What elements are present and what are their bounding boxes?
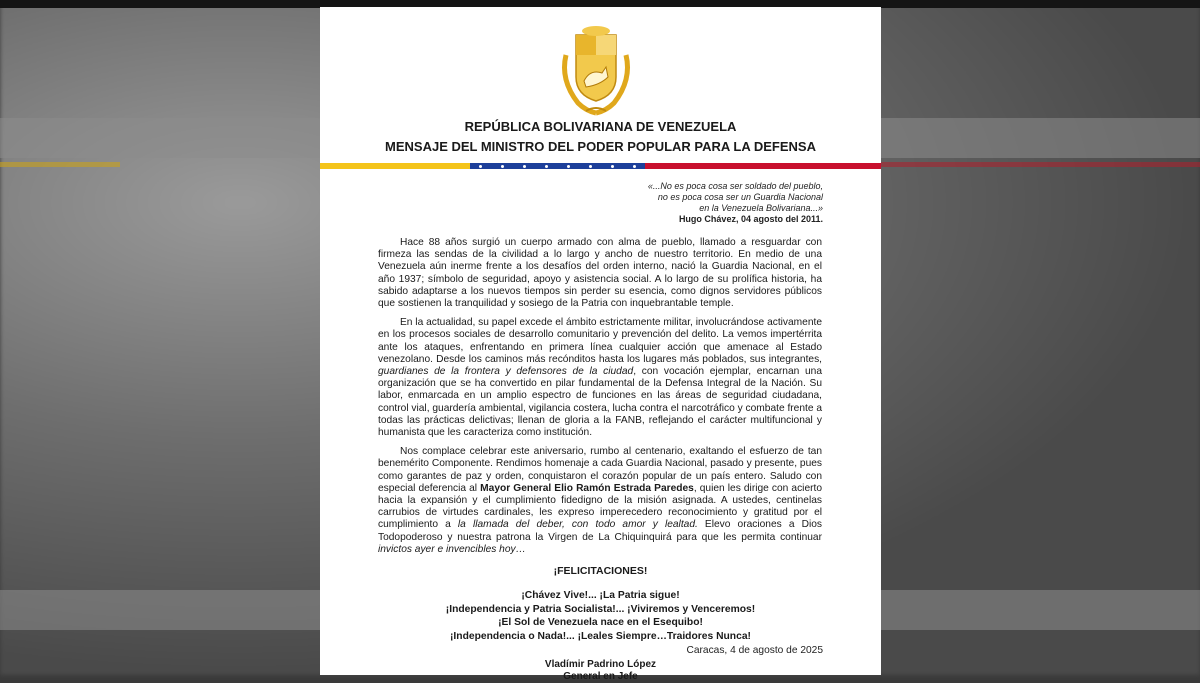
paragraph-bold-name: Mayor General Elio Ramón Estrada Paredes	[480, 482, 694, 494]
star-icon	[479, 165, 482, 168]
star-icon	[545, 165, 548, 168]
felicitaciones-heading: ¡FELICITACIONES!	[553, 565, 648, 577]
paragraph-2	[378, 317, 822, 439]
paragraph-text: Nos complace celebrar este aniversario, rumbo al centenario, exaltando el esfuerzo de tan benemérito Componente. Rendimos homenaje a cada Guardia Nacional, pasado y presente, pues como garantes de paz y orden, conquistaron el corazón popular de un país entero. Saludo con especial deferencia al	[378, 446, 822, 494]
signature-title: General en Jefe	[563, 671, 638, 682]
star-icon	[633, 165, 636, 168]
epigraph-line: no es poca cosa ser un Guardia Nacional	[657, 192, 823, 202]
message-body	[378, 237, 822, 563]
signature-name: Vladímir Padrino López	[544, 659, 657, 670]
signature-block	[320, 659, 881, 683]
epigraph-line: «...No es poca cosa ser soldado del pueblo,	[647, 181, 823, 191]
star-icon	[567, 165, 570, 168]
slogans	[320, 589, 881, 643]
slogan-line: ¡El Sol de Venezuela nace en el Esequibo!	[498, 617, 703, 628]
venezuela-coat-of-arms-icon	[556, 25, 636, 117]
document-page	[320, 7, 881, 682]
header-country: REPÚBLICA BOLIVARIANA DE VENEZUELA	[464, 119, 737, 134]
paragraph-1	[378, 237, 822, 310]
flag-yellow-band	[320, 163, 470, 169]
paragraph-text: Hace 88 años surgió un cuerpo armado con alma de pueblo, llamado a resguardar con firmeza las sendas de la civilidad a lo largo y ancho de nuestro territorio. En medio de una Venezuela aún inerme frente a los desafíos del orden interno, nació la Guardia Nacional, en el año 1937; símbolo de seguridad, apoyo y asistencia social. A lo largo de su prolífica historia, ha sabido adaptarse a los nuevos tiempos sin perder su esencia, como dignos servidores públicos que sostienen la tranquilidad y sosiego de la Patria con inquebrantable temple.	[378, 237, 822, 310]
epigraph-line: en la Venezuela Bolivariana...»	[699, 203, 823, 213]
slogan-line: ¡Independencia o Nada!... ¡Leales Siempre…Traidores Nunca!	[450, 630, 751, 642]
paragraph-italic: invictos ayer e invencibles hoy…	[378, 543, 526, 555]
flag-red-band	[645, 163, 881, 169]
flag-blue-band	[470, 163, 645, 169]
paragraph-3	[378, 446, 822, 556]
flag-stars	[470, 163, 645, 169]
star-icon	[589, 165, 592, 168]
star-icon	[523, 165, 526, 168]
paragraph-italic: guardianes de la frontera y defensores de la ciudad	[378, 366, 634, 378]
slogan-line: ¡Independencia y Patria Socialista!... ¡Viviremos y Venceremos!	[445, 603, 756, 615]
header-ministry-message: MENSAJE DEL MINISTRO DEL PODER POPULAR PARA LA DEFENSA	[385, 139, 816, 154]
background-stripe-yellow	[0, 162, 120, 167]
paragraph-text: , con vocación ejemplar, encarnan una organización que se ha convertido en pilar fundamental de la Defensa Integral de la Nación. Su labor, enmarcada en un amplio espectro de funciones en las áreas de seguridad ciudadana, control vial, guardería ambiental, vigilancia costera, lucha contra el narcotráfico y combate frente a todas las prácticas delictivas; llenan de gloria a la FANB, reflejando el carácter multifuncional y humanista que les caracteriza como institución.	[378, 366, 822, 439]
background-stripe-red	[880, 162, 1200, 167]
paragraph-italic: la llamada del deber, con todo amor y lealtad.	[457, 519, 698, 531]
epigraph	[523, 181, 823, 225]
paragraph-text: Elevo oraciones a Dios Todopoderoso y nuestra patrona la Virgen de La Chiquinquirá para que les permita continuar	[378, 519, 822, 543]
paragraph-text: En la actualidad, su papel excede el ámbito estrictamente militar, involucrándose activamente en los procesos sociales de desarrollo comunitario y prevención del delito. La vemos impertérrita ante los ataques, enfrentando en primera línea cualquier acción que amenace al Estado venezolano. Desde los caminos más recónditos hasta los lugares más poblados, sus integrantes,	[378, 317, 822, 365]
date-line: Caracas, 4 de agosto de 2025	[686, 645, 823, 656]
slogan-line: ¡Chávez Vive!... ¡La Patria sigue!	[521, 590, 680, 601]
star-icon	[501, 165, 504, 168]
star-icon	[611, 165, 614, 168]
flag-stripe	[320, 163, 881, 169]
paragraph-text: , quien les dirige con acierto hacia la expansión y el cumplimiento fidedigno de la misión asignada. A ustedes, centinelas carrubios de virtudes cardinales, les expreso imperecedero reconocimiento y gratitud por el cumplimiento a	[378, 482, 823, 531]
epigraph-author: Hugo Chávez, 04 agosto del 2011.	[678, 214, 823, 224]
